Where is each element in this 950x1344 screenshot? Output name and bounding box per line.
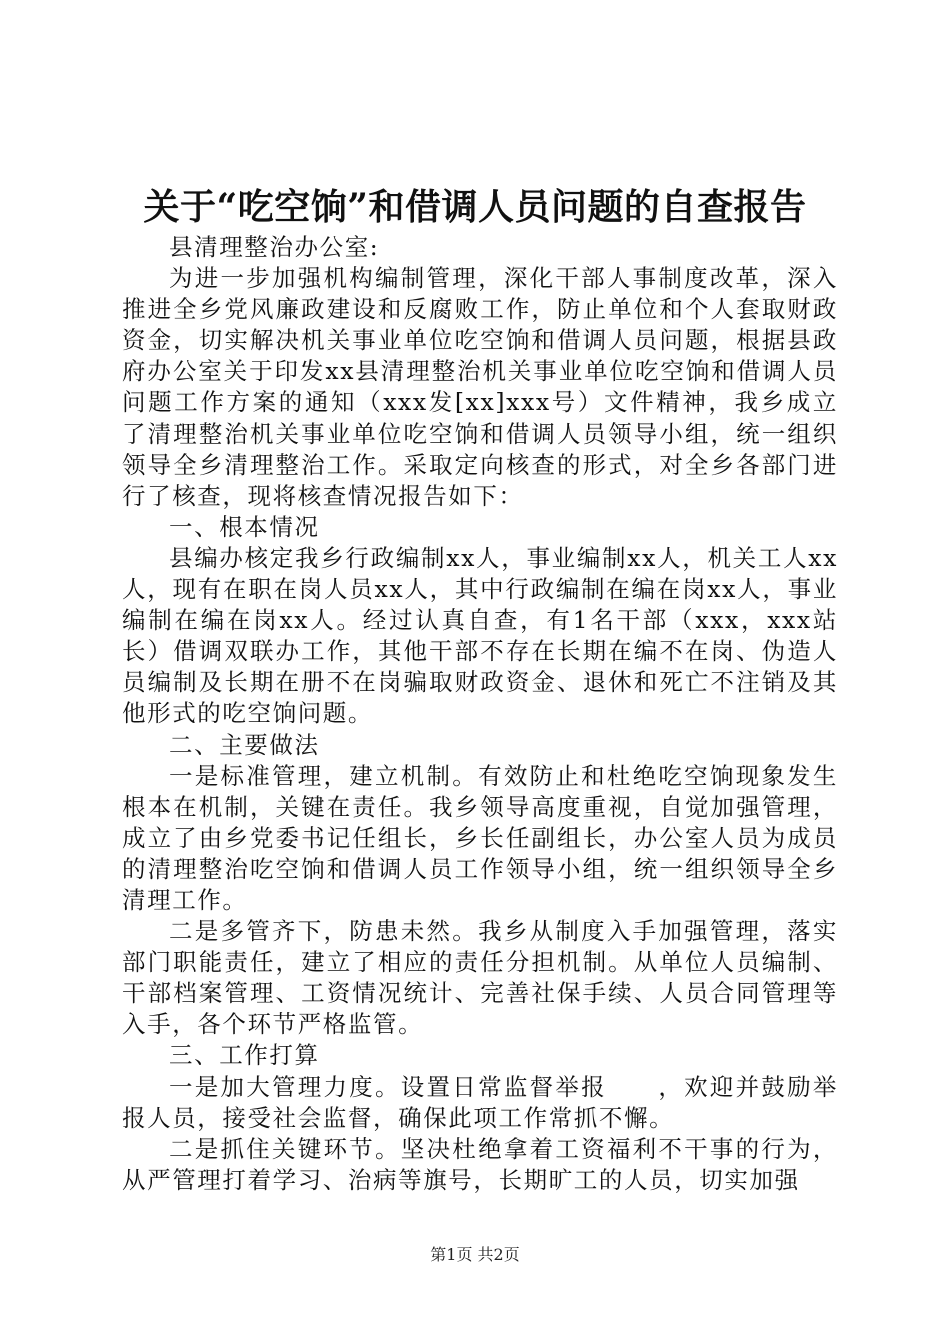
paragraph-practice-one: 一是标准管理，建立机制。有效防止和杜绝吃空饷现象发生根本在机制，关键在责任。我乡领导高度重视，自觉加强管理，成立了由乡党委书记任组长，乡长任副组长，办公室人员为成员的清理整治吃空饷和借调人员工作领导小组，统一组织领导全乡清理工作。	[122, 761, 838, 914]
paragraph-practice-two: 二是多管齐下，防患未然。我乡从制度入手加强管理，落实部门职能责任，建立了相应的责任分担机制。从单位人员编制、干部档案管理、工资情况统计、完善社保手续、人员合同管理等入手，各个环节严格监管。	[122, 917, 838, 1039]
salutation: 县清理整治办公室:	[169, 233, 380, 261]
paragraph-intro: 为进一步加强机构编制管理，深化干部人事制度改革，深入推进全乡党风廉政建设和反腐败工作，防止单位和个人套取财政资金，切实解决机关事业单位吃空饷和借调人员问题，根据县政府办公室关于印发xx县清理整治机关事业单位吃空饷和借调人员问题工作方案的通知（xxx发[xx]xxx号）文件精神，我乡成立了清理整治机关事业单位吃空饷和借调人员领导小组，统一组织领导全乡清理整治工作。采取定向核查的形式，对全乡各部门进行了核查，现将核查情况报告如下：	[122, 264, 838, 510]
paragraph-basic-situation: 县编办核定我乡行政编制xx人，事业编制xx人，机关工人xx人，现有在职在岗人员xx人，其中行政编制在编在岗xx人，事业编制在编在岗xx人。经过认真自查，有1名干部（xxx，xxx站长）借调双联办工作，其他干部不存在长期在编不在岗、伪造人员编制及长期在册不在岗骗取财政资金、退休和死亡不注销及其他形式的吃空饷问题。	[122, 543, 838, 728]
section-heading-main-practices: 二、主要做法	[169, 730, 320, 759]
paragraph-plan-one: 一是加大管理力度。设置日常监督举报 ，欢迎并鼓励举报人员，接受社会监督，确保此项工作常抓不懈。	[122, 1072, 838, 1132]
paragraph-plan-two: 二是抓住关键环节。坚决杜绝拿着工资福利不干事的行为，从严管理打着学习、治病等旗号，长期旷工的人员，切实加强	[122, 1134, 838, 1194]
document-body	[122, 232, 838, 1196]
document-title: 关于“吃空饷”和借调人员问题的自查报告	[143, 186, 807, 228]
section-heading-work-plan: 三、工作打算	[169, 1041, 320, 1070]
page-number-footer: 第1页 共2页	[430, 1245, 520, 1264]
section-heading-basic-situation: 一、根本情况	[169, 512, 320, 541]
